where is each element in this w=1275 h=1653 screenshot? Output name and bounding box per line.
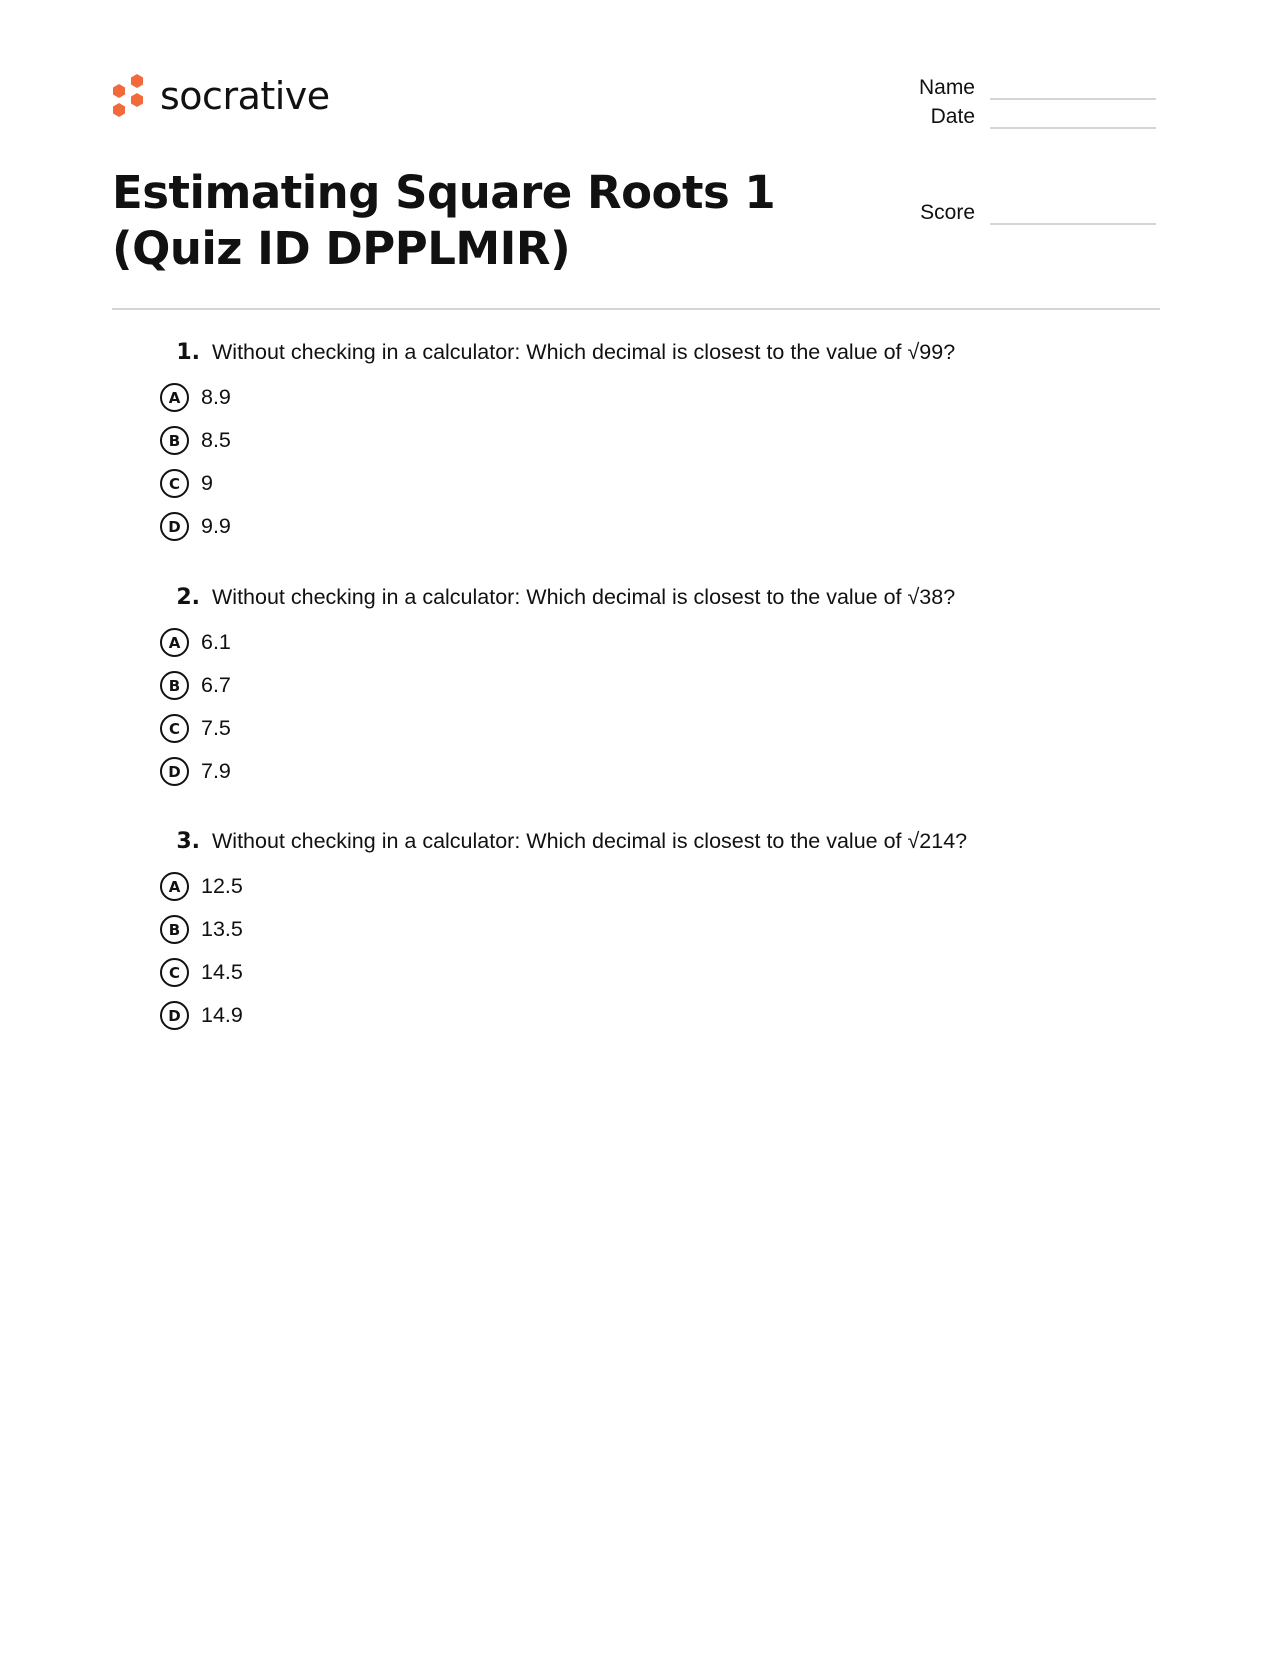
option-text: 13.5 [201,917,243,941]
option-c[interactable] [160,707,1060,750]
option-text: 6.1 [201,630,231,654]
question-text: Without checking in a calculator: Which decimal is closest to the value of √38? [212,585,956,609]
option-d[interactable] [160,505,1060,548]
option-b[interactable] [160,908,1060,951]
option-c[interactable] [160,951,1060,994]
question-number: 2. [176,585,200,610]
option-text: 7.9 [201,759,231,783]
quiz-title: Estimating Square Roots 1 (Quiz ID DPPLMIR) [112,166,776,275]
option-text: 6.7 [201,673,231,697]
name-line[interactable] [990,78,1156,100]
option-bubble[interactable]: A [160,872,189,901]
option-d[interactable] [160,750,1060,793]
score-line[interactable] [990,203,1156,225]
option-text: 14.5 [201,960,243,984]
question-text: Without checking in a calculator: Which decimal is closest to the value of √99? [212,340,956,364]
option-text: 8.5 [201,428,231,452]
option-text: 9 [201,471,213,495]
brand-name: socrative [160,74,330,118]
option-d[interactable] [160,994,1060,1037]
header-divider [112,308,1160,310]
socrative-logo [110,72,330,120]
option-bubble[interactable]: A [160,383,189,412]
date-label: Date [930,105,975,128]
date-field[interactable] [860,105,1156,129]
score-field[interactable] [860,201,1156,225]
option-b[interactable] [160,419,1060,462]
option-bubble[interactable]: B [160,671,189,700]
option-bubble[interactable]: D [160,757,189,786]
question-text: Without checking in a calculator: Which decimal is closest to the value of √214? [212,829,968,853]
score-label: Score [920,201,975,224]
option-b[interactable] [160,664,1060,707]
question-3 [160,829,1060,1037]
option-bubble[interactable]: D [160,1001,189,1030]
option-bubble[interactable]: D [160,512,189,541]
option-bubble[interactable]: C [160,714,189,743]
option-bubble[interactable]: B [160,915,189,944]
option-bubble[interactable]: A [160,628,189,657]
option-bubble[interactable]: C [160,469,189,498]
option-c[interactable] [160,462,1060,505]
question-2 [160,585,1060,793]
date-line[interactable] [990,107,1156,129]
option-text: 8.9 [201,385,231,409]
option-text: 14.9 [201,1003,243,1027]
question-number: 3. [176,829,200,854]
option-a[interactable] [160,376,1060,419]
name-label: Name [918,76,975,99]
option-text: 9.9 [201,514,231,538]
name-field[interactable] [860,76,1156,100]
option-text: 12.5 [201,874,243,898]
option-a[interactable] [160,865,1060,908]
option-bubble[interactable]: C [160,958,189,987]
option-a[interactable] [160,621,1060,664]
question-number: 1. [176,340,200,365]
option-bubble[interactable]: B [160,426,189,455]
question-1 [160,340,1060,548]
option-text: 7.5 [201,716,231,740]
hexagon-cluster-icon [110,72,148,120]
